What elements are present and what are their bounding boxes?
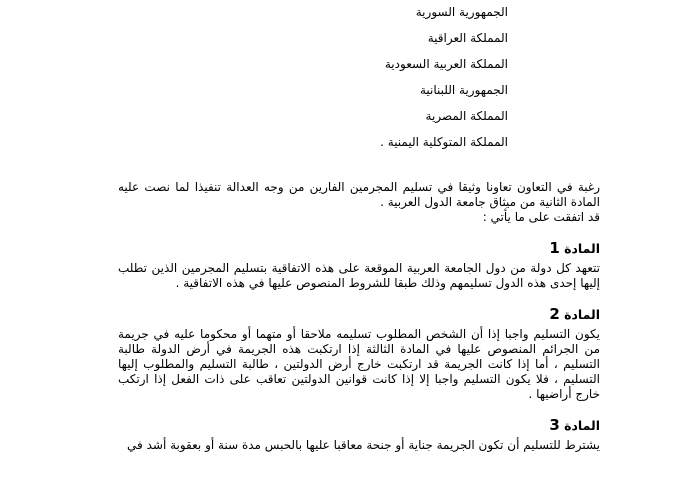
article-text: يشترط للتسليم أن تكون الجريمة جناية أو جنحة معاقبا عليها بالحبس مدة سنة أو بعقوبة أشد في [127,438,600,452]
article-label: المادة [564,307,600,322]
article-heading [118,416,600,435]
state-name: المملكة العراقية [427,31,508,45]
document-body [118,180,600,467]
article-number: 3 [549,416,560,434]
article-heading [118,305,600,324]
preamble-paragraph: رغبة في التعاون تعاونا وثيقا في تسليم المجرمين الفارين من وجه العدالة تنفيذا لما نصت عليه المادة الثانية من ميثاق جامعة الدول العربية . [118,180,600,209]
state-name: الجمهورية السورية [415,5,508,19]
article-1 [118,239,600,291]
article-number: 2 [549,305,560,323]
article-text: يكون التسليم واجبا إذا أن الشخص المطلوب تسليمه ملاحقا أو متهما أو محكوما عليه في جريمة من الجرائم المنصوص عليها في المادة الثالثة إذا ارتكبت هذه الجريمة في أرض الدولة طالبة التسليم ، أما إذا كانت الجريمة قد ارتكبت خارج أرض الدولتين ، طالبة التسليم والمطلوب إليها التسليم ، فلا يكون التسليم واجبا إلا إذا كانت قوانين الدولتين تعاقب على ذات الفعل إذا ارتكب خارج أراضيها . [118,327,600,401]
state-name: المملكة العربية السعودية [384,57,508,71]
article-number: 1 [549,239,560,257]
article-text: تتعهد كل دولة من دول الجامعة العربية الموقعة على هذه الاتفاقية بتسليم المجرمين الذين تطلب إليها إحدى هذه الدول تسليمهم وذلك طبقا للشروط المنصوص عليها في هذه الاتفاقية . [118,261,600,290]
article-3 [118,416,600,453]
article-label: المادة [564,418,600,433]
state-name: الجمهورية اللبنانية [419,83,508,97]
article-heading [118,239,600,258]
signatory-states-list [168,0,508,156]
state-name: المملكة المصرية [425,109,508,123]
article-2 [118,305,600,402]
state-name: المملكة المتوكلية اليمنية . [380,135,508,149]
agreement-line: قد اتفقت على ما يأتي : [482,210,600,224]
article-label: المادة [564,241,600,256]
